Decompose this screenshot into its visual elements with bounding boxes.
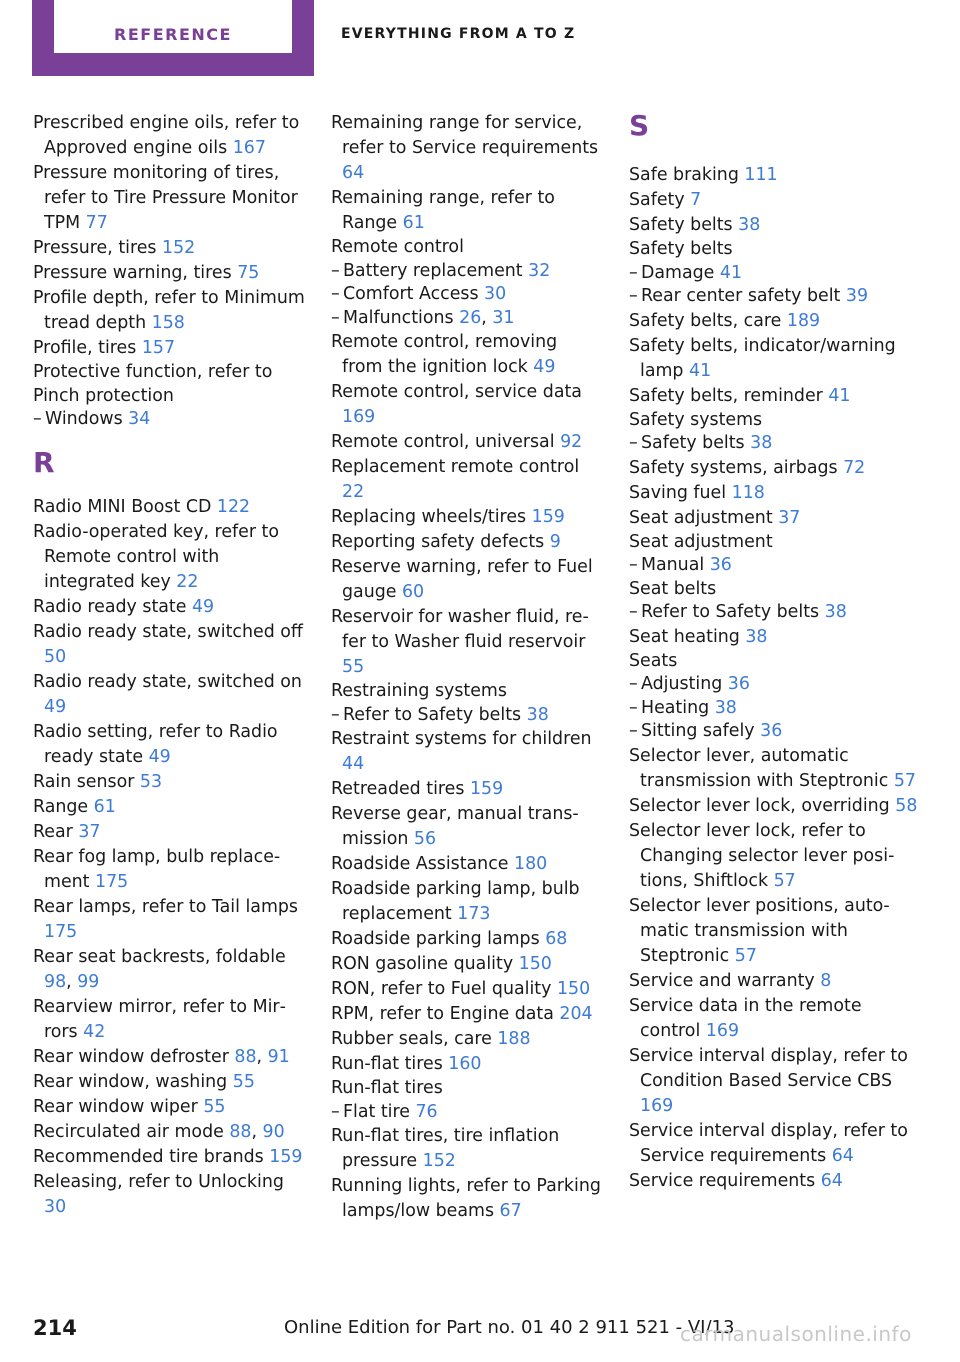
- index-entry: [331, 1077, 603, 1101]
- page-link[interactable]: 173: [457, 904, 491, 924]
- index-entry-text: Safety belts: [629, 239, 733, 259]
- index-subentry: [331, 260, 603, 284]
- page-link[interactable]: 38: [750, 433, 773, 453]
- page-link[interactable]: 55: [342, 657, 365, 677]
- index-entry-text: Windows: [45, 409, 129, 429]
- page-link[interactable]: 188: [497, 1029, 531, 1049]
- index-entry: [331, 1174, 603, 1224]
- index-entry-text: Reporting safety defects: [331, 532, 550, 552]
- subentry-dash: –: [331, 260, 340, 281]
- index-entry-text: Selector lever, automatic transmission with Steptronic: [629, 745, 894, 791]
- index-entry: [33, 385, 305, 409]
- index-subentry: [629, 720, 919, 744]
- page-link[interactable]: 8: [820, 970, 832, 991]
- index-entry-text: Radio ready state: [33, 596, 192, 617]
- page-link[interactable]: 41: [719, 262, 743, 283]
- index-entry-text: Saving fuel: [629, 482, 732, 503]
- index-entry-text: Roadside parking lamp, bulb replacement: [331, 879, 580, 924]
- page-link[interactable]: 37: [78, 821, 101, 842]
- page-link[interactable]: 58: [895, 795, 918, 816]
- index-entry-text: Replacing wheels/tires: [331, 507, 532, 527]
- page-link[interactable]: 61: [402, 213, 425, 233]
- index-entry-text: Recirculated air mode: [33, 1121, 230, 1142]
- index-entry: [33, 595, 305, 620]
- page-link[interactable]: 99: [77, 971, 100, 992]
- page-link[interactable]: 34: [128, 409, 151, 429]
- index-entry-text: Remote control, service data: [331, 382, 582, 402]
- page-link[interactable]: 38: [526, 704, 549, 725]
- index-entry: [331, 727, 603, 777]
- page-link[interactable]: 175: [95, 871, 129, 892]
- page-link[interactable]: 158: [151, 313, 185, 333]
- page-link[interactable]: 169: [342, 407, 376, 427]
- index-entry: [331, 1124, 603, 1174]
- page-link[interactable]: 38: [738, 215, 761, 235]
- index-entry-text: Safety belts, care: [629, 310, 787, 331]
- page-link[interactable]: 75: [237, 263, 260, 283]
- index-entry: [629, 213, 919, 238]
- index-entry: [629, 384, 919, 409]
- page-link[interactable]: 49: [44, 696, 67, 717]
- index-entry-text: Profile, tires: [33, 338, 142, 358]
- page-link[interactable]: 36: [709, 555, 732, 575]
- page-link[interactable]: 42: [83, 1021, 106, 1042]
- page-link[interactable]: 159: [269, 1146, 303, 1167]
- index-entry-text: Service requirements: [629, 1170, 821, 1191]
- index-subentry: [629, 554, 919, 578]
- index-subentry: [629, 673, 919, 697]
- index-entry-text: Range: [33, 796, 94, 817]
- index-entry: [33, 111, 305, 161]
- index-entry: [33, 1095, 305, 1120]
- subentry-dash: –: [629, 433, 638, 453]
- page-link[interactable]: 36: [760, 721, 783, 741]
- page-link[interactable]: 152: [422, 1151, 456, 1171]
- index-entry: [629, 334, 919, 384]
- index-entry-text: Pressure, tires: [33, 238, 163, 258]
- index-entry-text: Safety systems, airbags: [629, 457, 844, 478]
- subentry-dash: –: [331, 284, 340, 304]
- index-subentry: – Malfunctions 26, 31: [331, 307, 603, 331]
- index-entry-text: Manual: [641, 555, 710, 575]
- page-link[interactable]: 44: [342, 754, 365, 774]
- index-entry-text: Retreaded tires: [331, 779, 470, 799]
- index-entry-text: Flat tire: [343, 1101, 416, 1122]
- index-entry-text: Rearview mirror, refer to Mirrors: [33, 996, 286, 1042]
- page-link[interactable]: 41: [689, 360, 712, 381]
- index-entry: [331, 555, 603, 605]
- index-entry: [331, 605, 603, 680]
- index-subentry: [629, 432, 919, 456]
- page-link[interactable]: 57: [734, 945, 757, 966]
- index-entry: [331, 777, 603, 802]
- page-link[interactable]: 55: [203, 1096, 226, 1117]
- watermark: carmanualsonline.info: [680, 1322, 912, 1346]
- index-entry: [33, 1145, 305, 1170]
- page-link[interactable]: 159: [469, 779, 504, 799]
- index-entry: [33, 770, 305, 795]
- page-link[interactable]: 91: [267, 1046, 290, 1067]
- index-entry-text: Rear: [33, 821, 79, 842]
- index-letter-heading: R: [33, 445, 55, 479]
- index-entry: [629, 625, 919, 650]
- page-link[interactable]: 53: [139, 771, 163, 792]
- index-entry-text: Rubber seals, care: [331, 1029, 498, 1049]
- index-entry-text: Replacement remote control: [331, 457, 580, 477]
- index-entry: [629, 1044, 919, 1119]
- index-entry-text: RON gasoline quality: [331, 954, 519, 974]
- page-link[interactable]: 39: [845, 286, 869, 306]
- index-entry-text: Sitting safely: [641, 721, 761, 741]
- index-entry: [33, 236, 305, 261]
- page-link[interactable]: 30: [44, 1196, 67, 1217]
- index-column-1: [33, 111, 305, 1220]
- index-entry: [33, 845, 305, 895]
- index-entry-text: Service and warranty: [629, 970, 821, 991]
- page-link[interactable]: 204: [559, 1004, 593, 1024]
- index-entry-text: Heating: [641, 697, 715, 718]
- subentry-dash: –: [629, 286, 638, 306]
- page-link[interactable]: 49: [533, 357, 556, 377]
- page-link[interactable]: 41: [828, 385, 851, 406]
- index-entry-text: Malfunctions: [343, 307, 460, 328]
- index-entry-text: Radio setting, refer to Radio ready state: [33, 721, 278, 767]
- page-link[interactable]: 157: [141, 338, 176, 358]
- index-entry-text: Pressure monitoring of tires, refer to Tire Pressure Monitor TPM: [33, 163, 298, 233]
- index-entry-text: Rear window wiper: [33, 1096, 204, 1117]
- index-entry: [331, 877, 603, 927]
- page-link[interactable]: 159: [531, 507, 565, 527]
- index-entry-text: RON, refer to Fuel quality: [331, 979, 557, 999]
- index-entry: [33, 1070, 305, 1095]
- index-entry: [629, 794, 919, 819]
- index-entry-text: Seat adjustment: [629, 531, 773, 552]
- page-link[interactable]: 77: [85, 213, 108, 233]
- page-header-title: EVERYTHING FROM A TO Z: [341, 26, 576, 42]
- index-entry-text: Safety belts: [629, 215, 739, 235]
- index-entry: [33, 336, 305, 361]
- index-entry-text: Roadside parking lamps: [331, 929, 546, 949]
- index-subentry: [629, 697, 919, 721]
- index-entry-text: Run-flat tires, tire inflation pressure: [331, 1126, 560, 1171]
- index-entry-text: Remaining range for service, refer to Service requirements: [331, 113, 599, 158]
- index-letter-heading: S: [629, 109, 650, 142]
- index-subentry: [331, 704, 603, 728]
- index-entry-text: RPM, refer to Engine data: [331, 1004, 560, 1024]
- index-entry-text: Remote control, universal: [331, 432, 561, 452]
- index-entry: [629, 969, 919, 994]
- index-entry-text: Reverse gear, manual transmission: [331, 804, 579, 849]
- page-link[interactable]: 189: [786, 310, 821, 331]
- index-entry: [331, 802, 603, 852]
- index-entry-text: Adjusting: [641, 674, 728, 694]
- index-entry-text: Pressure warning, tires: [33, 263, 238, 283]
- index-subentry: [629, 601, 919, 625]
- index-entry: [33, 795, 305, 820]
- subentry-dash: –: [33, 409, 42, 429]
- page-link[interactable]: 50: [44, 646, 67, 667]
- index-entry: [331, 927, 603, 952]
- index-entry-text: Pinch protection: [33, 385, 174, 406]
- index-entry: [629, 163, 919, 188]
- subentry-dash: –: [331, 1101, 340, 1122]
- index-entry: [33, 520, 305, 595]
- index-entry-text: Service interval display, refer to Service requirements: [629, 1120, 908, 1166]
- index-entry: [629, 578, 919, 602]
- index-entry: [331, 977, 603, 1002]
- page-link[interactable]: 32: [528, 260, 551, 281]
- index-entry: [629, 188, 919, 213]
- index-entry: [629, 309, 919, 334]
- index-entry-text: Seat belts: [629, 578, 717, 599]
- page-link[interactable]: 169: [705, 1020, 740, 1041]
- index-entry-text: Radio ready state, switched on: [33, 671, 302, 692]
- index-entry: [331, 505, 603, 530]
- page-link[interactable]: 9: [549, 532, 561, 552]
- index-entry-text: Rear window, washing: [33, 1071, 233, 1092]
- index-entry: [33, 286, 305, 336]
- index-entry: [331, 952, 603, 977]
- index-entry-text: Service data in the remote control: [629, 995, 862, 1041]
- index-entry-text: Running lights, refer to Parking lamps/low beams: [331, 1176, 601, 1221]
- page-link[interactable]: 64: [820, 1170, 843, 1191]
- page-link[interactable]: 26: [459, 307, 482, 328]
- index-entry: Rear window defroster 88, 91: [33, 1046, 290, 1067]
- index-entry: Rear seat backrests, foldable 98, 99: [33, 946, 286, 992]
- page-link[interactable]: 22: [176, 571, 199, 592]
- section-tab: [32, 0, 314, 76]
- page-link[interactable]: 56: [413, 829, 437, 849]
- page-link[interactable]: 167: [232, 138, 266, 158]
- index-subentry: [629, 285, 919, 309]
- page-link[interactable]: 49: [148, 746, 171, 767]
- index-entry-text: Selector lever lock, overriding: [629, 795, 896, 816]
- page-link[interactable]: 150: [556, 979, 591, 999]
- index-entry-text: Rear lamps, refer to Tail lamps: [33, 896, 298, 917]
- subentry-dash: –: [629, 262, 638, 283]
- index-entry-text: Reserve warning, refer to Fuel gauge: [331, 557, 593, 602]
- page-link[interactable]: 169: [640, 1095, 674, 1116]
- page-link[interactable]: 61: [93, 796, 116, 817]
- index-entry-text: Service interval display, refer to Condition Based Service CBS: [629, 1045, 908, 1091]
- index-entry: [629, 456, 919, 481]
- subentry-dash: –: [629, 697, 638, 718]
- index-entry: [331, 430, 603, 455]
- index-entry-text: Safety belts, reminder: [629, 385, 829, 406]
- page-link[interactable]: 88: [234, 1046, 257, 1067]
- index-entry: [629, 531, 919, 555]
- index-entry-text: Safety systems: [629, 409, 763, 430]
- page-link[interactable]: 88: [229, 1121, 252, 1142]
- index-entry: [33, 995, 305, 1045]
- index-column-2: [331, 111, 603, 1224]
- index-entry-text: Rain sensor: [33, 771, 140, 792]
- page-link[interactable]: 37: [778, 507, 801, 528]
- subentry-dash: –: [629, 721, 638, 741]
- index-entry-text: Rear window defroster: [33, 1046, 235, 1067]
- index-entry: [629, 650, 919, 674]
- index-entry: [33, 620, 305, 670]
- page-link[interactable]: 160: [448, 1054, 482, 1074]
- index-entry-text: Damage: [641, 262, 720, 283]
- index-entry: [331, 1002, 603, 1027]
- index-entry-text: Selector lever lock, refer to Changing selector lever positions, Shiftlock: [629, 820, 895, 891]
- index-entry-text: Remote control, removing from the ignition lock: [331, 332, 558, 377]
- index-entry: [331, 380, 603, 430]
- index-entry: [629, 1169, 919, 1194]
- index-entry-text: Restraint systems for children: [331, 729, 592, 749]
- index-entry-text: Battery replacement: [343, 260, 529, 281]
- index-entry: [629, 481, 919, 506]
- index-entry-text: Refer to Safety belts: [343, 704, 527, 725]
- page-link[interactable]: 36: [727, 674, 750, 694]
- page-link[interactable]: 76: [415, 1101, 438, 1122]
- page-link[interactable]: 152: [162, 238, 196, 258]
- page-link[interactable]: 118: [731, 482, 765, 503]
- index-entry: [33, 1170, 305, 1220]
- page-link[interactable]: 60: [401, 582, 425, 602]
- page-link[interactable]: 49: [191, 596, 215, 617]
- index-entry-text: Run-flat tires: [331, 1078, 443, 1098]
- index-entry: [331, 1052, 603, 1077]
- page-link[interactable]: 64: [342, 163, 365, 183]
- index-entry-text: Radio ready state, switched off: [33, 621, 303, 642]
- index-entry-text: Recommended tire brands: [33, 1146, 270, 1167]
- subentry-dash: –: [629, 674, 638, 694]
- page-link[interactable]: 38: [745, 626, 768, 647]
- index-entry: [33, 820, 305, 845]
- index-entry-text: Safe braking: [629, 165, 745, 185]
- index-entry-text: Radio-operated key, refer to Remote control with integrated key: [33, 521, 279, 592]
- index-entry: Recirculated air mode 88, 90: [33, 1121, 285, 1142]
- index-entry: [629, 819, 919, 894]
- page-link[interactable]: 175: [44, 921, 78, 942]
- index-entry-text: Restraining systems: [331, 681, 507, 701]
- index-subentry: [331, 1101, 603, 1125]
- index-entry: [629, 994, 919, 1044]
- index-entry: [629, 506, 919, 531]
- edition-footer: Online Edition for Part no. 01 40 2 911 521 - VI/13: [284, 1317, 735, 1338]
- index-entry: [331, 455, 603, 505]
- page-link[interactable]: 30: [484, 284, 507, 304]
- index-entry-text: Comfort Access: [343, 284, 485, 304]
- index-entry-text: Radio MINI Boost CD: [33, 496, 217, 517]
- index-entry-text: Profile depth, refer to Minimum tread depth: [33, 288, 305, 333]
- index-entry-text: Seats: [629, 650, 678, 671]
- page-link[interactable]: 111: [744, 165, 778, 185]
- index-entry-text: Releasing, refer to Unlocking: [33, 1171, 284, 1192]
- index-entry-text: Refer to Safety belts: [641, 602, 825, 622]
- index-entry: [629, 1119, 919, 1169]
- index-entry-text: Roadside Assistance: [331, 854, 514, 874]
- index-entry: [33, 261, 305, 286]
- index-entry: [33, 895, 305, 945]
- index-entry: [629, 744, 919, 794]
- index-entry-text: Remaining range, refer to Range: [331, 188, 555, 233]
- page-link[interactable]: 31: [492, 307, 515, 328]
- index-entry: [331, 111, 603, 186]
- index-entry: [33, 495, 305, 520]
- index-entry-text: Rear fog lamp, bulb replacement: [33, 846, 281, 892]
- page-link[interactable]: 55: [232, 1071, 255, 1092]
- page-link[interactable]: 92: [560, 432, 583, 452]
- index-entry: [33, 361, 305, 385]
- page-link[interactable]: 68: [545, 929, 568, 949]
- subentry-dash: –: [629, 602, 638, 622]
- index-subentry: [331, 283, 603, 307]
- index-entry-text: Remote control: [331, 237, 464, 257]
- index-entry: [33, 720, 305, 770]
- page-link[interactable]: 57: [773, 870, 796, 891]
- index-entry-text: Run-flat tires: [331, 1054, 449, 1074]
- index-entry: [331, 186, 603, 236]
- index-entry: [331, 530, 603, 555]
- page-link[interactable]: 57: [893, 770, 916, 791]
- index-entry: [33, 161, 305, 236]
- index-entry-text: Reservoir for washer fluid, refer to Washer fluid reservoir: [331, 607, 589, 652]
- index-entry-text: Safety belts: [641, 433, 751, 453]
- page-number: 214: [33, 1316, 77, 1340]
- index-entry: [331, 330, 603, 380]
- page-link[interactable]: 38: [714, 697, 737, 718]
- index-entry-text: Safety belts, indicator/warning lamp: [629, 335, 896, 381]
- index-entry: [331, 1027, 603, 1052]
- page-link[interactable]: 90: [262, 1121, 285, 1142]
- subentry-dash: –: [331, 307, 340, 328]
- page-link[interactable]: 22: [342, 482, 365, 502]
- page-link[interactable]: 72: [843, 457, 866, 478]
- index-entry-text: Rear seat backrests, foldable: [33, 946, 286, 967]
- page-link[interactable]: 150: [518, 954, 552, 974]
- subentry-dash: –: [629, 555, 638, 575]
- index-entry-text: Safety: [629, 190, 691, 210]
- index-entry: [629, 409, 919, 433]
- page-link[interactable]: 98: [44, 971, 67, 992]
- index-entry-text: Protective function, refer to: [33, 362, 273, 382]
- index-entry-text: Prescribed engine oils, refer to Approved engine oils: [33, 113, 300, 158]
- index-entry: [331, 236, 603, 260]
- page-link[interactable]: 38: [824, 602, 847, 622]
- index-subentry: [629, 262, 919, 286]
- page-link[interactable]: 180: [514, 854, 548, 874]
- index-entry: [33, 670, 305, 720]
- index-column-3: [629, 111, 919, 1194]
- page-link[interactable]: 122: [216, 496, 251, 517]
- index-entry: [331, 852, 603, 877]
- page-link[interactable]: 7: [690, 190, 702, 210]
- section-tab-label: REFERENCE: [54, 0, 292, 53]
- index-entry: [331, 680, 603, 704]
- index-entry-text: Seat adjustment: [629, 507, 779, 528]
- index-entry-text: Seat heating: [629, 626, 746, 647]
- index-entry-text: Selector lever positions, automatic transmission with Steptronic: [629, 895, 890, 966]
- index-subentry: [33, 408, 305, 432]
- page-link[interactable]: 64: [831, 1145, 854, 1166]
- index-entry: [629, 238, 919, 262]
- index-entry: [629, 894, 919, 969]
- subentry-dash: –: [331, 704, 340, 725]
- page-link[interactable]: 67: [499, 1201, 522, 1221]
- index-entry-text: Rear center safety belt: [641, 286, 846, 306]
